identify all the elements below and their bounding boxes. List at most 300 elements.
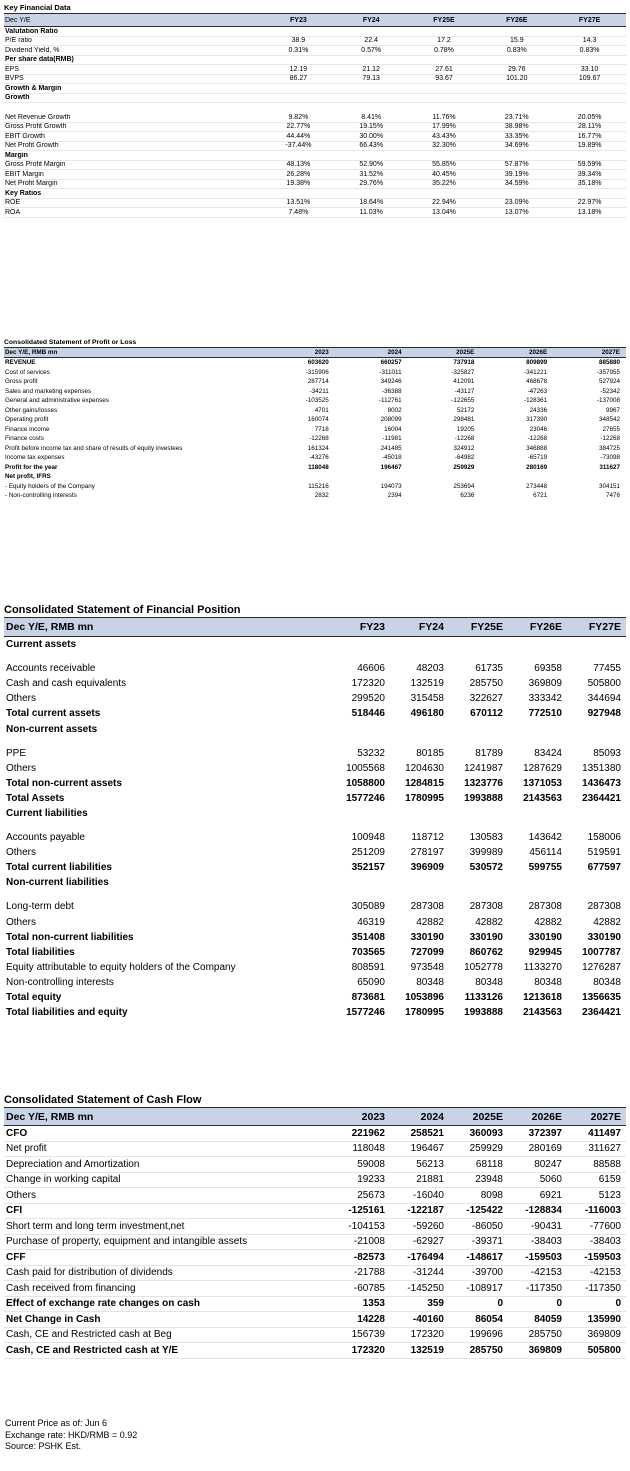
value-cell: 399989	[469, 847, 503, 859]
table-row	[4, 387, 626, 397]
row-label: General and administrative expenses	[5, 397, 109, 405]
header-col: FY24	[362, 16, 380, 24]
value-cell: 14228	[357, 1313, 385, 1325]
value-cell: 86.27	[289, 75, 308, 83]
value-cell: -311011	[379, 368, 402, 376]
value-cell: 299520	[351, 693, 385, 705]
value-cell: 315458	[410, 693, 444, 705]
row-label: Total equity	[6, 992, 62, 1004]
value-cell: 348542	[598, 416, 620, 424]
row-label: Current assets	[6, 639, 77, 651]
table-row	[4, 661, 626, 676]
value-cell: 287308	[587, 901, 621, 913]
value-cell: -125161	[348, 1205, 385, 1217]
value-cell: 196467	[380, 463, 402, 471]
value-cell: 143642	[528, 832, 562, 844]
value-cell: 1323776	[464, 777, 503, 789]
value-cell: 13.51%	[286, 199, 311, 207]
value-cell: 22.94%	[432, 199, 456, 207]
value-cell: 14.3	[582, 37, 597, 45]
value-cell: 285750	[469, 1344, 503, 1356]
row-label: - Equity holders of the Company	[5, 482, 95, 490]
header-label: Dec Y/E, RMB mn	[6, 621, 94, 633]
table-row	[4, 1250, 626, 1266]
row-label: Non-current assets	[6, 723, 98, 735]
row-label: Equity attributable to equity holders of the Company	[6, 961, 236, 973]
table-row	[4, 1281, 626, 1297]
header-col: 2026E	[528, 349, 548, 356]
header-col: FY23	[290, 16, 307, 24]
value-cell: 221962	[351, 1127, 385, 1139]
row-label: Gross profit	[5, 378, 38, 386]
value-cell: 5060	[539, 1174, 562, 1186]
value-cell: -122187	[407, 1205, 444, 1217]
value-cell: 199696	[469, 1329, 503, 1341]
value-cell: 80247	[534, 1158, 562, 1170]
value-cell: 5123	[598, 1189, 621, 1201]
row-label: Total liabilities and equity	[6, 1007, 128, 1019]
value-cell: 1356635	[582, 992, 621, 1004]
table-row	[4, 1204, 626, 1220]
value-cell: 396909	[410, 862, 444, 874]
table-row	[4, 990, 626, 1005]
value-cell: 59008	[357, 1158, 385, 1170]
value-cell: 278197	[410, 847, 444, 859]
value-cell: 0.83%	[579, 46, 600, 54]
value-cell: 809899	[526, 359, 548, 367]
table-row	[4, 1266, 626, 1282]
value-cell: 21881	[416, 1174, 444, 1186]
table-row	[4, 1235, 626, 1251]
row-label: Long-term debt	[6, 901, 74, 913]
value-cell: -128834	[525, 1205, 562, 1217]
header-col: 2027E	[590, 1110, 621, 1123]
value-cell: 0	[615, 1298, 621, 1310]
value-cell: -112761	[378, 397, 402, 405]
value-cell: 1058800	[346, 777, 385, 789]
value-cell: 973548	[410, 961, 444, 973]
subheader-row	[4, 875, 626, 890]
value-cell: 1780995	[405, 792, 444, 804]
row-label: Purchase of property, equipment and intangible assets	[6, 1236, 248, 1248]
value-cell: -73098	[600, 454, 620, 462]
value-cell: -148617	[466, 1251, 503, 1263]
value-cell: -36388	[381, 387, 402, 395]
row-label: Total current liabilities	[6, 862, 112, 874]
value-cell: 79.13	[362, 75, 380, 83]
value-cell: 285750	[528, 1329, 562, 1341]
table-row	[4, 180, 626, 190]
value-cell: 344694	[587, 693, 621, 705]
exchange-rate-note: Exchange rate: HKD/RMB = 0.92	[5, 1429, 138, 1440]
value-cell: 1276287	[582, 961, 621, 973]
row-label: Change in working capital	[6, 1174, 121, 1186]
table-header	[4, 1107, 626, 1126]
value-cell: 65090	[357, 976, 385, 988]
value-cell: 927948	[587, 708, 621, 720]
row-label: - Non-controlling interests	[5, 492, 77, 500]
section-title: Consolidated Statement of Cash Flow	[4, 1094, 202, 1106]
value-cell: 19.15%	[359, 123, 384, 131]
row-label: Non-current liabilities	[6, 877, 109, 889]
value-cell: -37.44%	[285, 142, 312, 150]
value-cell: -137008	[596, 397, 620, 405]
table-row	[4, 482, 626, 492]
row-label: Others	[6, 916, 37, 928]
value-cell: 0	[497, 1298, 503, 1310]
value-cell: 21.12	[362, 65, 380, 73]
row-label: Net Profit Growth	[5, 142, 59, 150]
value-cell: 55.85%	[432, 161, 456, 169]
table-body	[4, 1126, 626, 1359]
value-cell: 287308	[469, 901, 503, 913]
value-cell: 860762	[469, 946, 503, 958]
table-row	[4, 776, 626, 791]
value-cell: 24336	[529, 406, 548, 414]
value-cell: 1133270	[523, 961, 562, 973]
value-cell: 86054	[475, 1313, 503, 1325]
row-label: Gross Profit Growth	[5, 123, 67, 131]
value-cell: -47263	[527, 387, 548, 395]
value-cell: 15.9	[509, 37, 524, 45]
value-cell: 88588	[593, 1158, 621, 1170]
value-cell: 1993888	[464, 792, 503, 804]
row-label: Operating profit	[5, 416, 49, 424]
value-cell: 1052778	[464, 961, 503, 973]
table-header	[4, 617, 626, 637]
value-cell: 118048	[308, 463, 329, 471]
value-cell: 38.98%	[504, 123, 529, 131]
value-cell: 1204630	[405, 762, 444, 774]
row-label: Growth	[5, 94, 30, 102]
row-label: Total current assets	[6, 708, 101, 720]
value-cell: 80348	[534, 976, 562, 988]
row-label: PPE	[6, 747, 27, 759]
table-row	[4, 845, 626, 860]
table-row	[4, 930, 626, 945]
value-cell: 46606	[357, 663, 385, 675]
value-cell: 7718	[314, 425, 329, 433]
row-label: Total non-current liabilities	[6, 931, 134, 943]
table-header	[4, 13, 626, 27]
header-label: Dec Y/E	[5, 16, 31, 24]
value-cell: 359	[427, 1298, 444, 1310]
value-cell: 1287629	[523, 762, 562, 774]
value-cell: -117350	[585, 1282, 621, 1294]
value-cell: 280169	[528, 1143, 562, 1155]
row-label: Growth & Margin	[5, 84, 62, 92]
row-label: Cash, CE and Restricted cash at Y/E	[6, 1344, 179, 1356]
table-row	[4, 170, 626, 180]
value-cell: 0.31%	[288, 46, 309, 54]
value-cell: 305089	[351, 901, 385, 913]
value-cell: 369809	[528, 678, 562, 690]
value-cell: 2394	[387, 492, 402, 500]
row-label: Cost of services	[5, 368, 50, 376]
header-col: 2026E	[531, 1110, 562, 1123]
value-cell: 80348	[416, 976, 444, 988]
value-cell: 77455	[593, 663, 621, 675]
financial-position-table	[4, 603, 626, 1020]
table-row	[4, 415, 626, 425]
value-cell: -159503	[584, 1251, 621, 1263]
row-label: Income tax expenses	[5, 454, 65, 462]
value-cell: 160074	[307, 416, 329, 424]
value-cell: 322627	[469, 693, 503, 705]
row-label: Gross Profit Margin	[5, 161, 66, 169]
value-cell: 208099	[380, 416, 402, 424]
value-cell: -315906	[305, 368, 329, 376]
value-cell: 2364421	[582, 792, 621, 804]
value-cell: -117350	[526, 1282, 562, 1294]
value-cell: 80348	[593, 976, 621, 988]
price-date-note: Current Price as of: Jun 6	[5, 1418, 108, 1428]
header-col: FY25E	[470, 621, 503, 633]
value-cell: 158006	[587, 832, 621, 844]
subheader-row	[4, 84, 626, 94]
value-cell: 68118	[475, 1158, 503, 1170]
header-col: 2025E	[472, 1110, 503, 1123]
value-cell: 56213	[416, 1158, 444, 1170]
table-row	[4, 142, 626, 152]
table-row	[4, 676, 626, 691]
table-row	[4, 46, 626, 56]
value-cell: 333342	[528, 693, 562, 705]
value-cell: 311627	[588, 1143, 621, 1155]
row-label: Net Change in Cash	[6, 1313, 101, 1325]
table-row	[4, 434, 626, 444]
row-label: Per share data(RMB)	[5, 56, 74, 64]
value-cell: 81789	[475, 747, 503, 759]
value-cell: 1351380	[582, 762, 621, 774]
table-row	[4, 406, 626, 416]
value-cell: 27.61	[435, 65, 453, 73]
value-cell: 273448	[526, 482, 548, 490]
table-row	[4, 915, 626, 930]
table-row	[4, 1126, 626, 1142]
value-cell: 1284815	[405, 777, 444, 789]
spacer-row	[4, 103, 626, 113]
table-row	[4, 358, 626, 368]
value-cell: 505800	[587, 678, 621, 690]
value-cell: 6236	[460, 492, 475, 500]
row-label: Cash, CE and Restricted cash at Beg	[6, 1329, 172, 1341]
value-cell: -12268	[454, 435, 475, 443]
value-cell: 2143563	[523, 1007, 562, 1019]
value-cell: 12.19	[289, 65, 308, 73]
table-row	[4, 453, 626, 463]
value-cell: 2832	[314, 492, 329, 500]
value-cell: 39.19%	[504, 170, 529, 178]
value-cell: -39371	[471, 1236, 503, 1248]
value-cell: 6159	[598, 1174, 621, 1186]
value-cell: 172320	[351, 678, 385, 690]
row-label: Valutation Ratio	[5, 27, 58, 35]
value-cell: 52.90%	[359, 161, 384, 169]
value-cell: 34.69%	[504, 142, 529, 150]
value-cell: 0.83%	[506, 46, 527, 54]
table-row	[4, 746, 626, 761]
value-cell: 26.28%	[286, 170, 311, 178]
value-cell: 30.00%	[359, 132, 384, 140]
value-cell: -21788	[353, 1267, 385, 1279]
value-cell: 17.99%	[432, 123, 456, 131]
value-cell: 8.41%	[361, 113, 382, 121]
row-label: Sales and marketing expenses	[5, 387, 92, 395]
row-label: Margin	[5, 151, 28, 159]
value-cell: 172320	[351, 1344, 385, 1356]
value-cell: 6921	[539, 1189, 562, 1201]
value-cell: 259929	[453, 463, 475, 471]
value-cell: -34211	[309, 387, 329, 395]
value-cell: 317390	[526, 416, 548, 424]
profit-loss-table	[4, 338, 626, 501]
value-cell: 2364421	[582, 1007, 621, 1019]
value-cell: 8002	[387, 406, 402, 414]
table-row	[4, 1328, 626, 1344]
value-cell: 7.48%	[288, 208, 309, 216]
value-cell: -38403	[530, 1236, 562, 1248]
value-cell: 258521	[410, 1127, 444, 1139]
value-cell: 132519	[410, 678, 444, 690]
value-cell: 360093	[469, 1127, 503, 1139]
value-cell: 285750	[469, 678, 503, 690]
footer-notes	[5, 1418, 137, 1453]
value-cell: 873681	[351, 992, 385, 1004]
section-title: Key Financial Data	[4, 3, 71, 12]
value-cell: 519591	[587, 847, 621, 859]
table-row	[4, 491, 626, 501]
row-label: Accounts receivable	[6, 663, 96, 675]
value-cell: -42153	[589, 1267, 621, 1279]
value-cell: 109.67	[578, 75, 601, 83]
table-row	[4, 1173, 626, 1189]
table-row	[4, 1157, 626, 1173]
value-cell: 287308	[528, 901, 562, 913]
value-cell: 20.05%	[577, 113, 602, 121]
value-cell: 280169	[526, 463, 548, 471]
value-cell: -43276	[309, 454, 329, 462]
row-label: Total liabilities	[6, 946, 75, 958]
value-cell: 352157	[351, 862, 385, 874]
row-label: Net Profit Margin	[5, 180, 58, 188]
value-cell: 7476	[605, 492, 620, 500]
value-cell: 33.35%	[504, 132, 529, 140]
spacer-row	[4, 890, 626, 899]
spacer-row	[4, 737, 626, 746]
subheader-row	[4, 806, 626, 821]
subheader-row	[4, 27, 626, 37]
value-cell: -104153	[348, 1220, 385, 1232]
value-cell: -60785	[353, 1282, 385, 1294]
value-cell: 156739	[351, 1329, 385, 1341]
key-financial-data-table	[4, 3, 626, 218]
value-cell: 372397	[528, 1127, 562, 1139]
table-body	[4, 358, 626, 501]
value-cell: -86050	[471, 1220, 503, 1232]
value-cell: 772510	[528, 708, 562, 720]
row-label: EBIT Margin	[5, 170, 44, 178]
subheader-row	[4, 721, 626, 736]
header-col: 2025E	[456, 349, 475, 356]
table-row	[4, 368, 626, 378]
value-cell: -38403	[589, 1236, 621, 1248]
value-cell: 1353	[362, 1298, 385, 1310]
value-cell: 8098	[480, 1189, 503, 1201]
row-label: Total Assets	[6, 792, 65, 804]
value-cell: -341221	[524, 368, 548, 376]
subheader-row	[4, 189, 626, 199]
row-label: Others	[6, 693, 37, 705]
value-cell: -12268	[527, 435, 548, 443]
value-cell: 11.76%	[432, 113, 456, 121]
value-cell: 31.52%	[359, 170, 384, 178]
value-cell: 52172	[456, 406, 475, 414]
value-cell: 46319	[357, 916, 385, 928]
value-cell: -12268	[309, 435, 329, 443]
value-cell: 4701	[314, 406, 329, 414]
header-col: FY24	[418, 621, 444, 633]
value-cell: -43127	[454, 387, 475, 395]
value-cell: 118712	[411, 832, 444, 844]
value-cell: 1133126	[464, 992, 503, 1004]
value-cell: -176494	[407, 1251, 444, 1263]
value-cell: 298481	[453, 416, 475, 424]
value-cell: -11981	[382, 435, 402, 443]
value-cell: 38.9	[291, 37, 306, 45]
value-cell: 251209	[351, 847, 385, 859]
table-body	[4, 27, 626, 218]
row-label: BVPS	[5, 75, 24, 83]
value-cell: 9967	[605, 406, 620, 414]
table-row	[4, 65, 626, 75]
value-cell: 330190	[587, 931, 621, 943]
value-cell: 42882	[475, 916, 503, 928]
value-cell: 13.04%	[432, 208, 456, 216]
value-cell: 17.2	[437, 37, 451, 45]
value-cell: -357955	[596, 368, 620, 376]
row-label: CFF	[6, 1251, 26, 1263]
row-label: Others	[6, 762, 37, 774]
table-row	[4, 975, 626, 990]
value-cell: 241485	[380, 444, 402, 452]
value-cell: 53232	[357, 747, 385, 759]
value-cell: 194073	[380, 482, 402, 490]
header-label: Dec Y/E, RMB mn	[6, 1110, 94, 1123]
value-cell: 22.77%	[286, 123, 311, 131]
value-cell: 384725	[598, 444, 620, 452]
table-row	[4, 199, 626, 209]
value-cell: 412091	[453, 378, 475, 386]
table-row	[4, 1343, 626, 1359]
value-cell: 80185	[416, 747, 444, 759]
value-cell: 349246	[380, 378, 402, 386]
value-cell: 101.20	[506, 75, 528, 83]
value-cell: 35.22%	[432, 180, 456, 188]
table-row	[4, 37, 626, 47]
value-cell: 1371053	[523, 777, 562, 789]
table-row	[4, 208, 626, 218]
row-label: Cash received from financing	[6, 1282, 136, 1294]
value-cell: 599755	[528, 862, 562, 874]
subheader-row	[4, 56, 626, 66]
value-cell: 311627	[599, 463, 620, 471]
value-cell: 1007787	[582, 946, 621, 958]
value-cell: 677597	[587, 862, 621, 874]
value-cell: 196467	[410, 1143, 444, 1155]
row-label: Cash paid for distribution of dividends	[6, 1267, 173, 1279]
value-cell: 0.78%	[434, 46, 454, 54]
